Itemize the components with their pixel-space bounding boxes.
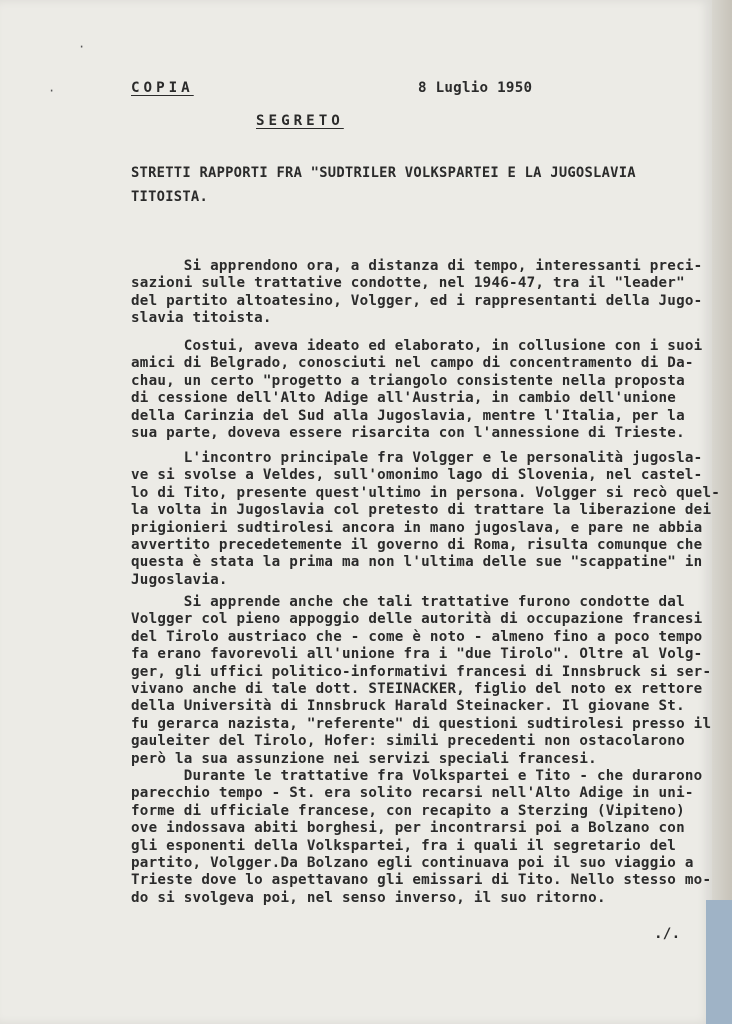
ink-speck: · (78, 40, 86, 54)
body-text-line: partito, Volgger.Da Bolzano egli continuava poi il suo viaggio a (131, 855, 694, 871)
body-text-line: del partito altoatesino, Volgger, ed i rappresentanti della Jugo- (131, 292, 703, 309)
body-text-line: slavia titoista. (131, 310, 272, 327)
body-text-line: vivano anche di tale dott. STEINACKER, figlio del noto ex rettore (131, 681, 703, 697)
body-text-line: Durante le trattative fra Volkspartei e Tito - che durarono (131, 768, 703, 784)
body-text-line: sazioni sulle trattative condotte, nel 1946-47, tra il "leader" (131, 275, 685, 292)
document-title-line2: TITOISTA. (131, 189, 209, 205)
body-text-line: fu gerarca nazista, "referente" di questioni sudtirolesi presso il (131, 715, 712, 732)
body-text-line: della Università di Innsbruck Harald Steinacker. Il giovane St. (131, 698, 685, 715)
body-text-line: amici di Belgrado, conosciuti nel campo di concentramento di Da- (131, 355, 694, 372)
body-text-line: parecchio tempo - St. era solito recarsi nell'Alto Adige in uni- (131, 785, 694, 802)
body-text-line: del Tirolo austriaco che - come è noto - almeno fino a poco tempo (131, 628, 703, 645)
body-text-line: Volgger col pieno appoggio delle autorità di occupazione francesi (131, 611, 703, 628)
body-text-line: avvertito precedetemente il governo di Roma, risulta comunque che (131, 537, 703, 553)
body-text-line: Si apprendono ora, a distanza di tempo, interessanti preci- (131, 258, 703, 274)
body-text-line: però la sua assunzione nei servizi speciali francesi. (131, 750, 597, 767)
body-text-line: la volta in Jugoslavia col pretesto di trattare la liberazione dei (131, 502, 712, 519)
body-text-line: Costui, aveva ideato ed elaborato, in collusione con i suoi (131, 338, 703, 354)
body-text-line: di cessione dell'Alto Adige all'Austria, in cambio dell'unione (131, 390, 677, 407)
body-text-line: Si apprende anche che tali trattative furono condotte dal (131, 594, 685, 610)
body-text-line: lo di Tito, presente quest'ultimo in persona. Volgger si recò quel- (131, 484, 721, 501)
body-text-line: L'incontro principale fra Volgger e le personalità jugosla- (131, 450, 703, 466)
continuation-mark: ./. (654, 926, 681, 942)
body-text-line: gauleiter del Tirolo, Hofer: simili precedenti non ostacolarono (131, 733, 685, 750)
body-text-line: sua parte, doveva essere risarcita con l'annessione di Trieste. (131, 425, 685, 441)
body-text-line: ove indossava abiti borghesi, per incontrarsi poi a Bolzano con (131, 820, 685, 837)
document-date: 8 Luglio 1950 (418, 80, 533, 96)
body-text-line: fa erano favorevoli all'unione fra i "due Tirolo". Oltre al Volg- (131, 646, 703, 663)
torn-corner (706, 900, 732, 1024)
body-text-line: forme di ufficiale francese, con recapito a Sterzing (Vipiteno) (131, 802, 685, 819)
page-edge (712, 0, 732, 900)
body-text-line: questa è stata la prima ma non l'ultima delle sue "scappatine" in (131, 554, 703, 571)
document-title-line1: STRETTI RAPPORTI FRA "SUDTRILER VOLKSPARTEI E LA JUGOSLAVIA (131, 165, 636, 181)
body-text-line: chau, un certo "progetto a triangolo consistente nella proposta (131, 372, 685, 389)
body-text-line: ger, gli uffici politico-informativi francesi di Innsbruck si ser- (131, 663, 712, 680)
body-text-line: ve si svolse a Veldes, sull'omonimo lago di Slovenia, nel castel- (131, 467, 703, 484)
body-text-line: Trieste dove lo aspettavano gli emissari di Tito. Nello stesso mo- (131, 872, 712, 889)
segreto-label: SEGRETO (256, 113, 344, 129)
body-text-line: della Carinzia del Sud alla Jugoslavia, mentre l'Italia, per la (131, 407, 685, 424)
body-text-line: gli esponenti della Volkspartei, fra i quali il segretario del (131, 837, 677, 854)
body-text-line: do si svolgeva poi, nel senso inverso, il suo ritorno. (131, 889, 606, 906)
ink-speck: · (48, 84, 56, 98)
body-text-line: prigionieri sudtirolesi ancora in mano jugoslava, e pare ne abbia (131, 519, 703, 536)
body-text-line: Jugoslavia. (131, 571, 228, 588)
copia-label: COPIA (131, 80, 194, 96)
